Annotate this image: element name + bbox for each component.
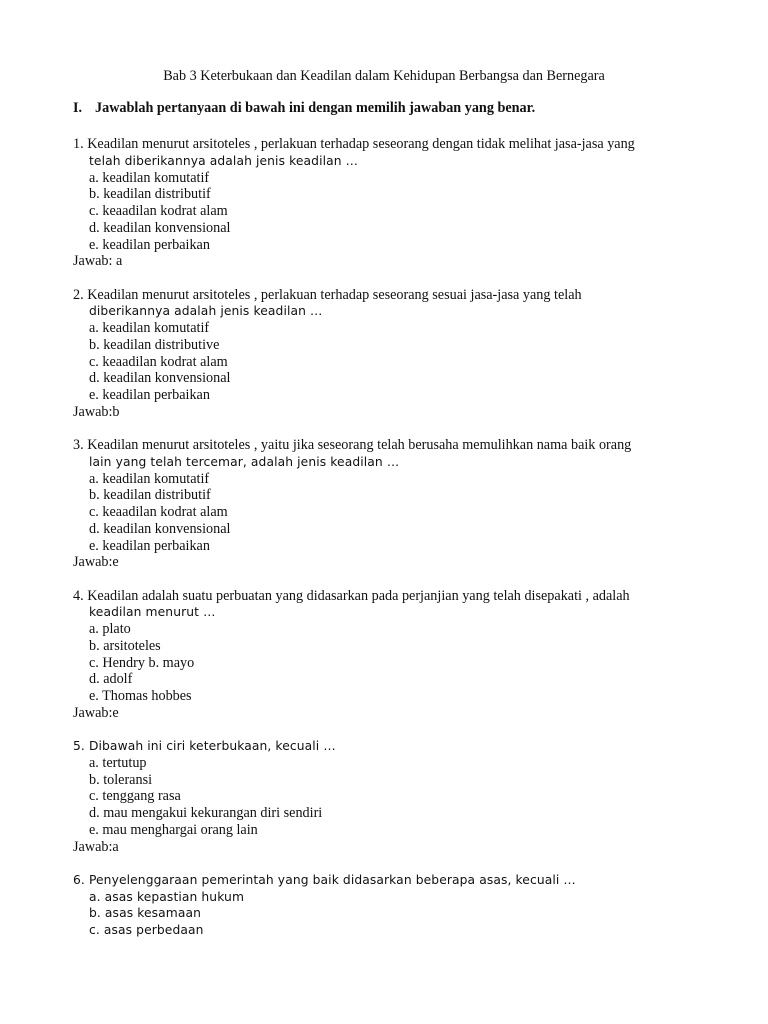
option-b: b. keadilan distributif (89, 487, 211, 504)
answer: Jawab:e (73, 704, 119, 721)
option-a: a. asas kepastian hukum (89, 889, 245, 904)
question-text: 4. Keadilan adalah suatu perbuatan yang didasarkan pada perjanjian yang telah disepakati , adalah (73, 587, 630, 604)
option-a: a. plato (89, 621, 131, 637)
option-c: c. Hendry b. mayo (89, 654, 195, 671)
option-e: e. keadilan perbaikan (89, 387, 210, 403)
option-d: d. adolf (89, 671, 133, 688)
question-text-continued: telah diberikannya adalah jenis keadilan … (89, 153, 359, 168)
question-text: 6. Penyelenggaraan pemerintah yang baik didasarkan beberapa asas, kecuali … (73, 872, 576, 887)
option-b: b. toleransi (89, 771, 153, 788)
option-e: e. keadilan perbaikan (89, 236, 210, 253)
option-d: d. keadilan konvensional (89, 520, 231, 537)
section-numeral: I. (73, 100, 83, 116)
option-b: b. keadilan distributif (89, 186, 211, 203)
question-2 (73, 287, 733, 421)
question-text: 1. Keadilan menurut arsitoteles , perlakuan terhadap seseorang dengan tidak melihat jasa-jasa yang (73, 136, 635, 152)
option-b: b. asas kesamaan (89, 906, 202, 921)
option-b: b. arsitoteles (89, 637, 161, 654)
option-a: a. tertutup (89, 754, 147, 771)
answer: Jawab:b (73, 403, 120, 420)
option-c: c. keaadilan kodrat alam (89, 203, 228, 219)
question-text: 2. Keadilan menurut arsitoteles , perlakuan terhadap seseorang sesuai jasa-jasa yang telah (73, 286, 582, 303)
option-e: e. keadilan perbaikan (89, 537, 210, 554)
question-5 (73, 738, 733, 855)
answer: Jawab:a (73, 838, 119, 855)
option-c: c. keaadilan kodrat alam (89, 353, 228, 370)
document-title: Bab 3 Keterbukaan dan Keadilan dalam Kehidupan Berbangsa dan Bernegara (163, 68, 605, 84)
section-instruction: Jawablah pertanyaan di bawah ini dengan memilih jawaban yang benar. (95, 100, 536, 116)
question-text: 3. Keadilan menurut arsitoteles , yaitu jika seseorang telah berusaha memulihkan nama baik orang (73, 437, 632, 453)
option-d: d. mau mengakui kekurangan diri sendiri (89, 805, 323, 821)
answer: Jawab:e (73, 554, 119, 571)
question-4 (73, 588, 733, 722)
option-c: c. tenggang rasa (89, 788, 181, 805)
option-e: e. mau menghargai orang lain (89, 821, 258, 838)
option-c: c. asas perbedaan (89, 923, 204, 937)
question-text-continued: diberikannya adalah jenis keadilan … (89, 304, 323, 319)
question-list (73, 136, 733, 955)
option-a: a. keadilan komutatif (89, 320, 210, 336)
question-text-continued: lain yang telah tercemar, adalah jenis keadilan … (89, 454, 400, 469)
option-e: e. Thomas hobbes (89, 688, 192, 704)
option-c: c. keaadilan kodrat alam (89, 504, 228, 520)
question-text-continued: keadilan menurut … (89, 605, 216, 620)
option-d: d. keadilan konvensional (89, 370, 231, 387)
answer: Jawab: a (73, 253, 123, 270)
option-a: a. keadilan komutatif (89, 470, 210, 487)
section-heading (73, 100, 535, 117)
option-d: d. keadilan konvensional (89, 219, 231, 236)
option-a: a. keadilan komutatif (89, 169, 210, 186)
question-6 (73, 872, 733, 939)
question-1 (73, 136, 733, 270)
option-b: b. keadilan distributive (89, 336, 220, 353)
question-text: 5. Dibawah ini ciri keterbukaan, kecuali … (73, 739, 336, 753)
question-3 (73, 437, 733, 571)
